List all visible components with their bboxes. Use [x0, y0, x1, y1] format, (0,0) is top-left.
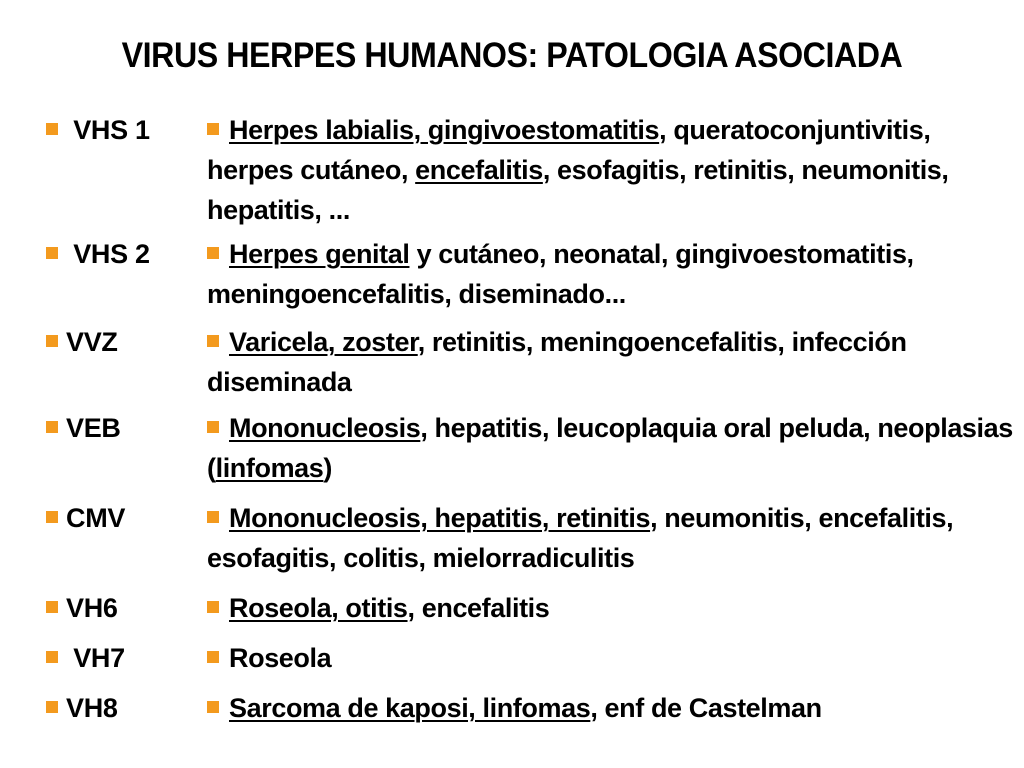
virus-name: VVZ	[66, 327, 118, 357]
square-bullet-icon	[46, 421, 58, 433]
virus-name: CMV	[66, 503, 126, 533]
pathology-segment: Mononucleosis	[229, 413, 421, 443]
square-bullet-icon	[46, 335, 58, 347]
square-bullet-icon	[46, 123, 58, 135]
pathology-text	[207, 688, 1017, 728]
square-bullet-icon	[207, 701, 219, 713]
pathology-segment: Roseola, otitis	[229, 593, 408, 623]
pathology-segment: Roseola	[229, 643, 332, 673]
square-bullet-icon	[207, 123, 219, 135]
pathology-segment: , hepatitis, leucoplaquia oral peluda, neoplasias (	[207, 413, 1013, 483]
pathology-segment: Sarcoma de kaposi, linfomas	[229, 693, 591, 723]
pathology-segment: Herpes genital	[229, 239, 410, 269]
pathology-segment: , esofagitis, retinitis, neumonitis, hepatitis, ...	[207, 155, 949, 225]
pathology-segment: Mononucleosis, hepatitis, retinitis	[229, 503, 651, 533]
pathology-segment: Varicela, zoster	[229, 327, 418, 357]
virus-name: VH8	[66, 693, 118, 723]
square-bullet-icon	[46, 247, 58, 259]
pathology-text	[207, 234, 1017, 314]
list-item	[0, 688, 1024, 738]
virus-label	[46, 110, 150, 150]
virus-label	[46, 688, 118, 728]
list-item	[0, 110, 1024, 234]
list-item	[0, 234, 1024, 322]
virus-name: VH6	[66, 593, 118, 623]
square-bullet-icon	[207, 511, 219, 523]
pathology-segment: , enf de Castelman	[590, 693, 822, 723]
list-item	[0, 322, 1024, 408]
square-bullet-icon	[46, 601, 58, 613]
virus-list	[0, 110, 1024, 738]
virus-label	[46, 498, 125, 538]
virus-label	[46, 408, 121, 448]
pathology-segment: )	[323, 453, 333, 483]
pathology-text	[207, 588, 1017, 628]
pathology-segment: linfomas	[215, 453, 324, 483]
pathology-segment: y cutáneo, neonatal, gingivoestomatitis, meningoencefalitis, diseminado...	[207, 239, 914, 309]
pathology-segment: , encefalitis	[407, 593, 550, 623]
list-item	[0, 498, 1024, 588]
pathology-text	[207, 498, 1017, 578]
virus-label	[46, 234, 150, 274]
pathology-segment: , retinitis, meningoencefalitis, infección diseminada	[207, 327, 907, 397]
pathology-segment: , queratoconjuntivitis, herpes cutáneo,	[207, 115, 931, 185]
slide-title: VIRUS HERPES HUMANOS: PATOLOGIA ASOCIADA	[121, 36, 903, 75]
virus-name: VEB	[66, 413, 121, 443]
pathology-text	[207, 638, 1017, 678]
square-bullet-icon	[207, 601, 219, 613]
square-bullet-icon	[46, 651, 58, 663]
square-bullet-icon	[207, 651, 219, 663]
virus-label	[46, 588, 118, 628]
virus-name: VHS 2	[66, 239, 150, 269]
virus-label	[46, 322, 118, 362]
pathology-segment: Herpes labialis, gingivoestomatitis	[229, 115, 660, 145]
square-bullet-icon	[207, 335, 219, 347]
square-bullet-icon	[207, 421, 219, 433]
virus-name: VH7	[66, 643, 125, 673]
square-bullet-icon	[46, 511, 58, 523]
list-item	[0, 588, 1024, 638]
pathology-segment: encefalitis	[415, 155, 543, 185]
pathology-text	[207, 408, 1017, 488]
pathology-text	[207, 110, 1017, 230]
pathology-segment: , neumonitis, encefalitis, esofagitis, colitis, mielorradiculitis	[207, 503, 954, 573]
square-bullet-icon	[46, 701, 58, 713]
pathology-text	[207, 322, 1017, 402]
square-bullet-icon	[207, 247, 219, 259]
list-item	[0, 408, 1024, 498]
list-item	[0, 638, 1024, 688]
virus-label	[46, 638, 125, 678]
virus-name: VHS 1	[66, 115, 150, 145]
